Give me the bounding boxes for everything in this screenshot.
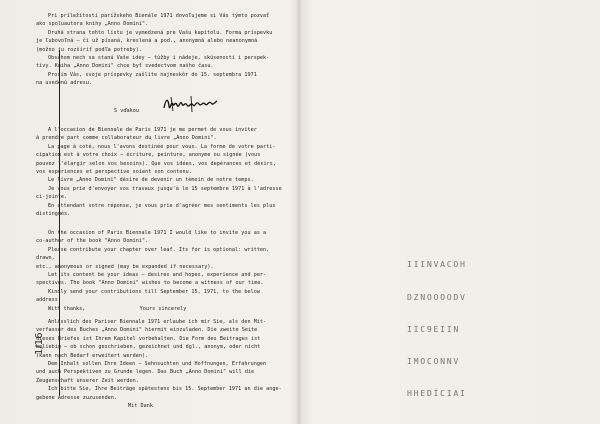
text-line: vos expériences et perspective soient son contenu. bbox=[36, 169, 192, 176]
slovak-text bbox=[36, 12, 291, 116]
text-line: Dem Inhalt sollen Ihre Ideen — Sehnsuchten und Hoffnungen, Erfahrungen bbox=[48, 361, 267, 368]
text-line: etc., anonymous or signed (may be expanded if necessary). bbox=[36, 263, 214, 270]
text-line: Let its content be your ideas — desires and hopes, experience and per- bbox=[48, 272, 267, 279]
text-line: La page à coté, nous l'avons destinée pour vous. La forme de votre parti- bbox=[48, 143, 276, 150]
text-line: je ľubovoľná — či už písaná, kreslená a pod., anonymná alebo neanonymná bbox=[36, 38, 258, 45]
text-line: beliebig — ob schon geschrieben, gezeichnet und dgl., anonym, oder nicht bbox=[36, 344, 261, 351]
text-line: und auch Perspektiven zu Grunde legen. Das Buch „Anno Domini" will die bbox=[36, 369, 255, 376]
text-line: distingués. bbox=[36, 211, 71, 218]
text-line: pouvez l'élargir selon vos besoins). Que vos idées, vos depérances et désirs, bbox=[36, 160, 276, 167]
english-text bbox=[36, 229, 291, 313]
text-line: (kann nach Bedarf erweitert werden). bbox=[36, 352, 149, 359]
text-line: Pri príležitosti parížskeho Bienále 1971 dovoľujeme si Vás týmto pozvať bbox=[48, 13, 270, 19]
text-line: na uvedenú adresu. bbox=[36, 80, 93, 87]
text-line: Ich bitte Sie, Ihre Beiträge spätestens bis 15. September 1971 an die ange- bbox=[48, 386, 282, 393]
text-line: En attendant votre réponse, je vous prie d'agréer mes sentiments les plus bbox=[48, 202, 276, 209]
text-line: On the occasion of Paris Biennale 1971 I would like to invite you as a bbox=[48, 230, 267, 236]
artwork-row: IIINVACOH bbox=[407, 259, 467, 270]
text-line: dieses Briefes ist Ihrem Kapitel vorbehalten. Die Form des Beitrages ist bbox=[36, 335, 261, 342]
text-line: Prosím Vás, svoje príspevky zašlite najneskôr do 15. septembra 1971 bbox=[48, 71, 257, 78]
text-line: à prendre part comme collaborateur du livre „Anno Domini". bbox=[36, 135, 217, 142]
text-line: (možno ju rozšíriť podľa potreby). bbox=[36, 46, 142, 53]
text-line: Zeugenschaft unserer Zeit werden. bbox=[36, 377, 139, 384]
signature-row bbox=[36, 92, 291, 116]
text-line: Le livre „Anno Domini" désire de devenir un témoin de notre temps. bbox=[48, 177, 254, 184]
text-line: ako spoluautora knihy „Anno Domini". bbox=[36, 21, 149, 28]
french-text bbox=[36, 126, 291, 218]
page-number: 1/16 bbox=[34, 332, 45, 355]
text-line: verfasser des Buches „Anno Domini" hiermit einzuladen. Die zweite Seite bbox=[36, 327, 258, 334]
typed-artwork bbox=[407, 238, 557, 420]
right-page bbox=[302, 0, 600, 424]
artwork-row: DZNOOOODV bbox=[407, 291, 467, 302]
left-page bbox=[26, 0, 296, 424]
text-line: address. bbox=[36, 297, 61, 304]
text-line: co-author of the book "Anno Domini". bbox=[36, 238, 149, 245]
text-line: Druhá strana tohto listu je vymedzená pre Vašu kapitolu. Forma príspevku bbox=[48, 29, 273, 36]
closing-english bbox=[36, 305, 291, 313]
text-line: tívy. Kniha „Anno Domini" chce byť svedectvom našho času. bbox=[36, 63, 214, 70]
text-line: Obsahom nech sa stanú Vaše idey — túžby i nádeje, skúsenosti i perspek- bbox=[48, 55, 270, 62]
signature-icon bbox=[161, 92, 219, 116]
closing-english-right: Yours sincerely bbox=[139, 305, 187, 312]
text-line: cipation est à votre choix — écriture, peinture, anonyme ou signée (vous bbox=[36, 152, 261, 159]
text-line: Kindly send your contributions till September 15, 1971, to the below bbox=[48, 288, 260, 295]
closing-slovak: S vďakou bbox=[114, 108, 139, 115]
artwork-row: HHEDÍCIAI bbox=[407, 387, 467, 398]
closing-english-left: With thanks, bbox=[48, 305, 86, 312]
text-line: Je vous prie d'envoyer vos travaux jusqu'à le 15 septembre 1971 à l'adresse bbox=[48, 185, 282, 192]
artwork-row: IMOCONNV bbox=[407, 355, 461, 366]
artwork-row: IIC9EIIN bbox=[407, 323, 461, 334]
german-text bbox=[36, 318, 291, 410]
text-line: gebene Adresse zuzusenden. bbox=[36, 394, 118, 401]
text-line: Please contribute your chapter over leaf. Its for is optional: written, drawn, bbox=[36, 246, 270, 262]
closing-german: Mit Dank bbox=[128, 403, 153, 410]
text-line: spectives. The book "Anno Domini" wishes to become a witness of our time. bbox=[36, 280, 264, 287]
text-line: Anlässlich des Pariser Biennale 1971 erlaube ich mir Sie, als den Mit- bbox=[48, 319, 267, 325]
text-line: A l'occasion de Biennale de Paris 1971 je me permet de vous inviter bbox=[48, 127, 257, 133]
text-line: ci-jointe. bbox=[36, 194, 68, 201]
